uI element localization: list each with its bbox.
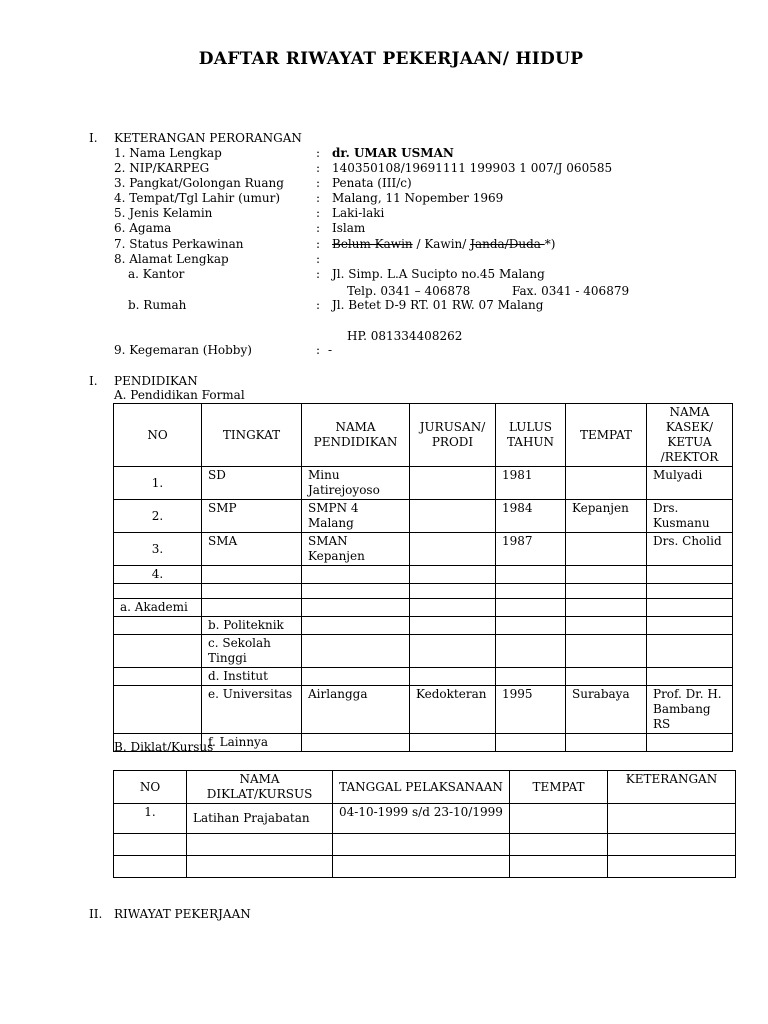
table-cell xyxy=(496,635,566,668)
table-row xyxy=(114,804,736,834)
office-fax: Fax. 0341 - 406879 xyxy=(512,284,630,298)
struck-option: Belum Kawin xyxy=(332,237,413,251)
table-cell xyxy=(187,834,333,856)
field-label: a. Kantor xyxy=(128,267,185,281)
field-value: dr. UMAR USMAN xyxy=(332,146,454,160)
section-heading: KETERANGAN PERORANGAN xyxy=(114,131,302,145)
table-cell xyxy=(202,599,302,617)
table-row xyxy=(114,566,733,584)
table-row xyxy=(114,856,736,878)
table-cell: Kepanjen xyxy=(566,500,647,533)
header-keterangan: KETERANGAN xyxy=(608,771,736,804)
table-cell xyxy=(114,617,202,635)
table-cell: 1. xyxy=(114,804,187,834)
table-cell xyxy=(114,834,187,856)
table-cell: SD xyxy=(202,467,302,500)
table-cell xyxy=(114,584,202,599)
table-cell xyxy=(302,584,410,599)
field-label: 7. Status Perkawinan xyxy=(114,237,244,251)
table-cell xyxy=(647,617,733,635)
table-cell xyxy=(302,617,410,635)
table-cell: 1. xyxy=(114,467,202,500)
table-row xyxy=(114,500,733,533)
table-cell: 2. xyxy=(114,500,202,533)
field-colon: : xyxy=(316,221,321,235)
table-cell: SMAN Kepanjen xyxy=(302,533,410,566)
mobile-phone: HP. 081334408262 xyxy=(347,329,463,343)
table-cell: Minu Jatirejoyoso xyxy=(302,467,410,500)
table-cell xyxy=(496,599,566,617)
table-cell: d. Institut xyxy=(202,668,302,686)
struck-option: Janda/Duda xyxy=(470,237,545,251)
table-cell: Airlangga xyxy=(302,686,410,734)
table-cell xyxy=(410,500,496,533)
table-cell: e. Universitas xyxy=(202,686,302,734)
table-cell xyxy=(410,668,496,686)
table-cell: 1995 xyxy=(496,686,566,734)
table-cell xyxy=(410,566,496,584)
table-cell xyxy=(302,599,410,617)
field-label: 2. NIP/KARPEG xyxy=(114,161,210,175)
header-tingkat: TINGKAT xyxy=(202,404,302,467)
table-cell: Kedokteran xyxy=(410,686,496,734)
table-cell xyxy=(647,635,733,668)
table-cell xyxy=(566,734,647,752)
field-colon: : xyxy=(316,237,321,251)
field-label: 1. Nama Lengkap xyxy=(114,146,222,160)
table-cell xyxy=(510,804,608,834)
table-cell: Drs. Kusmanu xyxy=(647,500,733,533)
field-colon: : xyxy=(316,161,321,175)
field-value: - xyxy=(328,343,333,357)
field-colon: : xyxy=(316,267,321,281)
table-cell xyxy=(333,834,510,856)
header-nama-pendidikan: NAMA PENDIDIKAN xyxy=(302,404,410,467)
field-value: Malang, 11 Nopember 1969 xyxy=(332,191,504,205)
table-cell xyxy=(647,599,733,617)
header-tempat: TEMPAT xyxy=(566,404,647,467)
table-cell xyxy=(496,584,566,599)
table-cell xyxy=(496,566,566,584)
header-tempat: TEMPAT xyxy=(510,771,608,804)
field-value: Islam xyxy=(332,221,366,235)
option-text: / Kawin/ xyxy=(412,237,471,251)
subsection-heading: B. Diklat/Kursus xyxy=(114,740,214,754)
table-cell xyxy=(410,533,496,566)
table-cell xyxy=(410,734,496,752)
table-cell xyxy=(566,668,647,686)
table-cell xyxy=(496,668,566,686)
section-number: II. xyxy=(89,907,103,921)
table-cell xyxy=(566,584,647,599)
table-cell xyxy=(566,635,647,668)
field-value: Jl. Betet D-9 RT. 01 RW. 07 Malang xyxy=(332,298,544,312)
table-cell xyxy=(302,566,410,584)
table-cell: SMPN 4 Malang xyxy=(302,500,410,533)
table-cell: 1987 xyxy=(496,533,566,566)
field-value: Laki-laki xyxy=(332,206,385,220)
header-no: NO xyxy=(114,771,187,804)
header-tanggal: TANGGAL PELAKSANAAN xyxy=(333,771,510,804)
section-number: I. xyxy=(89,131,98,145)
field-label: 4. Tempat/Tgl Lahir (umur) xyxy=(114,191,281,205)
field-label: 9. Kegemaran (Hobby) xyxy=(114,343,252,357)
table-cell: Drs. Cholid xyxy=(647,533,733,566)
table-cell xyxy=(302,668,410,686)
table-row xyxy=(114,533,733,566)
section-number: I. xyxy=(89,374,98,388)
table-cell xyxy=(647,668,733,686)
table-cell xyxy=(114,856,187,878)
table-cell xyxy=(566,617,647,635)
table-cell xyxy=(647,566,733,584)
field-label: b. Rumah xyxy=(128,298,187,312)
field-colon: : xyxy=(316,191,321,205)
table-cell xyxy=(187,856,333,878)
subsection-heading: A. Pendidikan Formal xyxy=(114,388,245,402)
table-cell xyxy=(510,856,608,878)
field-value: Jl. Simp. L.A Sucipto no.45 Malang xyxy=(332,267,545,281)
table-cell xyxy=(410,617,496,635)
field-colon: : xyxy=(316,343,321,357)
table-row xyxy=(114,617,733,635)
table-cell xyxy=(510,834,608,856)
table-cell xyxy=(566,533,647,566)
table-cell xyxy=(410,635,496,668)
table-row xyxy=(114,635,733,668)
field-label: 3. Pangkat/Golongan Ruang xyxy=(114,176,284,190)
table-cell: 1984 xyxy=(496,500,566,533)
office-phone: Telp. 0341 – 406878 xyxy=(347,284,471,298)
table-cell xyxy=(608,856,736,878)
table-cell: Mulyadi xyxy=(647,467,733,500)
table-cell: b. Politeknik xyxy=(202,617,302,635)
header-jurusan: JURUSAN/ PRODI xyxy=(410,404,496,467)
table-cell: 04-10-1999 s/d 23-10/1999 xyxy=(333,804,510,834)
table-cell xyxy=(608,834,736,856)
table-row xyxy=(114,668,733,686)
table-cell xyxy=(496,734,566,752)
field-colon: : xyxy=(316,176,321,190)
field-value: Penata (III/c) xyxy=(332,176,412,190)
table-cell xyxy=(333,856,510,878)
option-text: *) xyxy=(544,237,556,251)
table-cell xyxy=(647,734,733,752)
table-header-row xyxy=(114,404,733,467)
table-cell xyxy=(114,635,202,668)
field-colon: : xyxy=(316,146,321,160)
field-value xyxy=(332,237,555,252)
table-cell: Latihan Prajabatan xyxy=(187,804,333,834)
table-cell xyxy=(566,467,647,500)
table-cell xyxy=(608,804,736,834)
table-row xyxy=(114,584,733,599)
table-cell: Surabaya xyxy=(566,686,647,734)
table-cell xyxy=(410,599,496,617)
field-colon: : xyxy=(316,252,321,266)
table-cell xyxy=(410,584,496,599)
table-cell xyxy=(647,584,733,599)
table-header-row xyxy=(114,771,736,804)
section-heading: PENDIDIKAN xyxy=(114,374,198,388)
header-no: NO xyxy=(114,404,202,467)
field-colon: : xyxy=(316,298,321,312)
table-cell xyxy=(302,635,410,668)
field-label: 8. Alamat Lengkap xyxy=(114,252,229,266)
field-value: 140350108/19691111 199903 1 007/J 060585 xyxy=(332,161,613,175)
table-cell xyxy=(202,584,302,599)
education-table xyxy=(113,403,733,752)
table-cell xyxy=(202,566,302,584)
table-cell xyxy=(566,566,647,584)
table-row xyxy=(114,599,733,617)
table-cell: a. Akademi xyxy=(114,599,202,617)
table-cell xyxy=(302,734,410,752)
header-kasek: NAMA KASEK/ KETUA /REKTOR xyxy=(647,404,733,467)
table-cell xyxy=(566,599,647,617)
table-row xyxy=(114,686,733,734)
table-cell: SMP xyxy=(202,500,302,533)
table-cell: f. Lainnya xyxy=(202,734,302,752)
table-cell xyxy=(114,686,202,734)
section-heading: RIWAYAT PEKERJAAN xyxy=(114,907,251,921)
table-cell xyxy=(410,467,496,500)
table-cell: 1981 xyxy=(496,467,566,500)
field-label: 6. Agama xyxy=(114,221,172,235)
table-row xyxy=(114,834,736,856)
table-cell: 3. xyxy=(114,533,202,566)
header-lulus: LULUS TAHUN xyxy=(496,404,566,467)
table-cell xyxy=(114,668,202,686)
table-cell: Prof. Dr. H. Bambang RS xyxy=(647,686,733,734)
field-colon: : xyxy=(316,206,321,220)
table-cell: SMA xyxy=(202,533,302,566)
page-title: DAFTAR RIWAYAT PEKERJAAN/ HIDUP xyxy=(198,49,584,69)
table-cell: c. Sekolah Tinggi xyxy=(202,635,302,668)
header-nama-diklat: NAMA DIKLAT/KURSUS xyxy=(187,771,333,804)
training-table xyxy=(113,770,736,878)
field-label: 5. Jenis Kelamin xyxy=(114,206,213,220)
table-cell xyxy=(496,617,566,635)
table-cell: 4. xyxy=(114,566,202,584)
table-row xyxy=(114,467,733,500)
